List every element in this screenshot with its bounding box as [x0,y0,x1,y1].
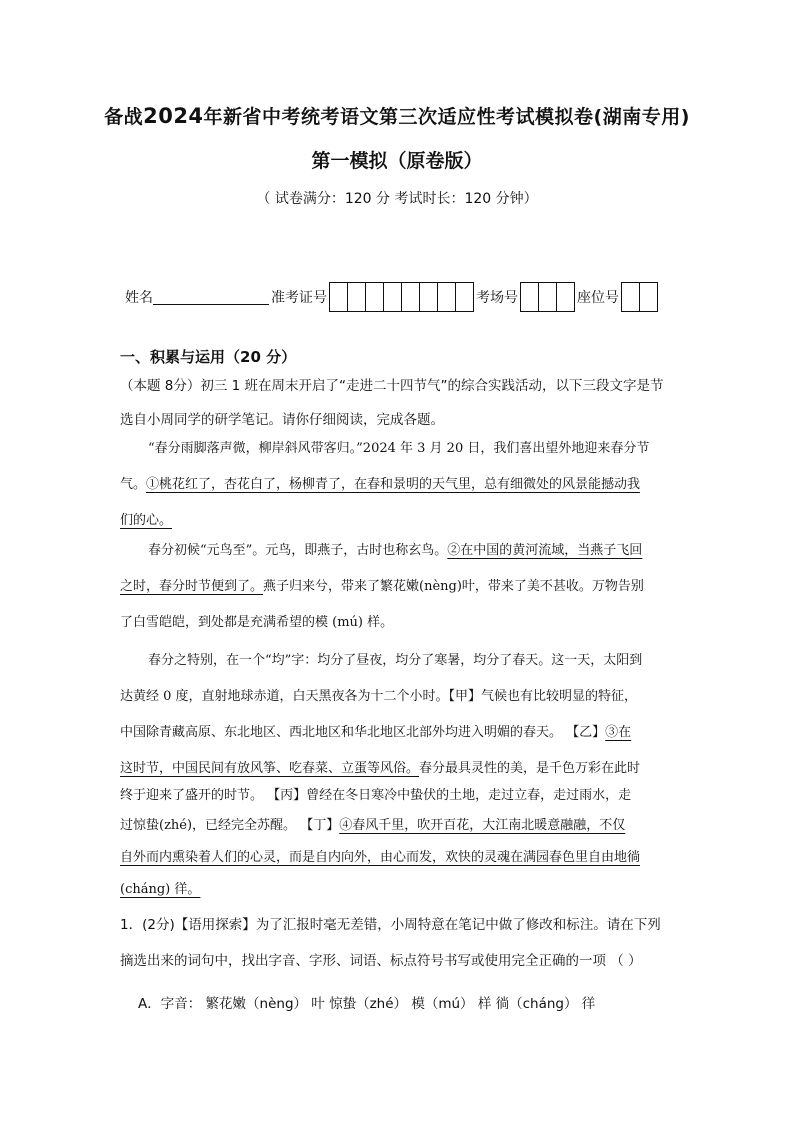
paper-title: 备战2024年新省中考统考语文第三次适应性考试模拟卷(湖南专用) [104,104,690,128]
seat-number-boxes[interactable] [621,282,658,312]
seat-label: 座位号 [577,290,619,306]
paper-subtitle: 第一模拟（原卷版） [311,150,483,172]
candidate-info-bar [125,282,660,312]
sentence-4: ④春风千里，吹开百花，大江南北暖意融融，不仅 [339,818,626,833]
passage-line: 春分之特别，在一个“均”字：均分了昼夜，均分了寒暑，均分了春天。这一天，太阳到 [148,653,643,668]
passage-line: 气。①桃花红了，杏花白了，杨柳青了，在春和景明的天气里，总有细微处的风景能撼动我 [120,477,641,492]
intro-line: 选自小周同学的研学笔记。请你仔细阅读，完成各题。 [120,412,444,428]
passage-line: 达黄经 0 度，直射地球赤道，白天黑夜各为十二个小时。【甲】气候也有比较明显的特征， [120,689,638,704]
section-heading: 一、积累与运用（20 分） [120,348,297,366]
name-field[interactable] [153,290,269,305]
sentence-2: ②在中国的黄河流域，当燕子飞回 [447,543,643,558]
exam-meta: （ 试卷满分：120 分 考试时长：120 分钟） [256,191,538,207]
passage-line: 自外而内熏染着人们的心灵，而是自内向外，由心而发，欢快的灵魂在满园春色里自由地徜 [120,850,641,865]
room-label: 考场号 [476,290,518,306]
option-a[interactable]: A．字音： 繁花嫩（nèng） 叶 惊蛰（zhé） 模（mú） 样 徜（cháng） 徉 [138,996,596,1012]
passage-line: 终于迎来了盛开的时节。 【丙】曾经在冬日寒冷中蛰伏的土地，走过立春，走过雨水，走 [120,788,632,803]
passage-line: 春分初候“元鸟至”。元鸟，即燕子，古时也称玄鸟。②在中国的黄河流域，当燕子飞回 [148,543,643,558]
passage-line: “春分雨脚落声微，柳岸斜风带客归。”2024 年 3 月 20 日，我们喜出望外地迎来春分节 [148,441,650,456]
passage-line: 这时节，中国民间有放风筝、吃春菜、立蛋等风俗。春分最具灵性的美，是千色万彩在此时 [120,761,641,776]
ticket-number-boxes[interactable] [329,282,474,312]
passage-line: 们的心。 [120,513,173,528]
question-1: 1．(2分)【语用探索】为了汇报时毫无差错，小周特意在笔记中做了修改和标注。请在下列 [120,917,661,933]
room-number-boxes[interactable] [520,282,575,312]
sentence-1: ①桃花红了，杏花白了，杨柳青了，在春和景明的天气里，总有细微处的风景能撼动我 [146,477,641,492]
passage-line: 过惊蛰(zhé)，已经完全苏醒。 【丁】④春风千里，吹开百花，大江南北暖意融融，不仅 [120,818,626,833]
name-label: 姓名 [125,290,153,306]
ticket-label: 准考证号 [271,290,327,306]
passage-line: (cháng) 徉。 [120,882,201,897]
question-1-stem: 摘选出来的词句中，找出字音、字形、词语、标点符号书写或使用完全正确的一项 （ ） [120,953,642,969]
passage-line: 了白雪皑皑，到处都是充满希望的模 (mú) 样。 [120,615,394,630]
passage-line: 中国除青藏高原、东北地区、西北地区和华北地区北部外均进入明媚的春天。 【乙】③在 [120,725,632,740]
passage-line: 之时，春分时节便到了。燕子归来兮，带来了繁花嫩(nèng)叶，带来了美不甚收。万物告别 [120,579,644,594]
intro-line: （本题 8分）初三 1 班在周末开启了“走进二十四节气”的综合实践活动，以下三段文字是节 [120,378,664,394]
sentence-3: ③在 [605,725,632,740]
